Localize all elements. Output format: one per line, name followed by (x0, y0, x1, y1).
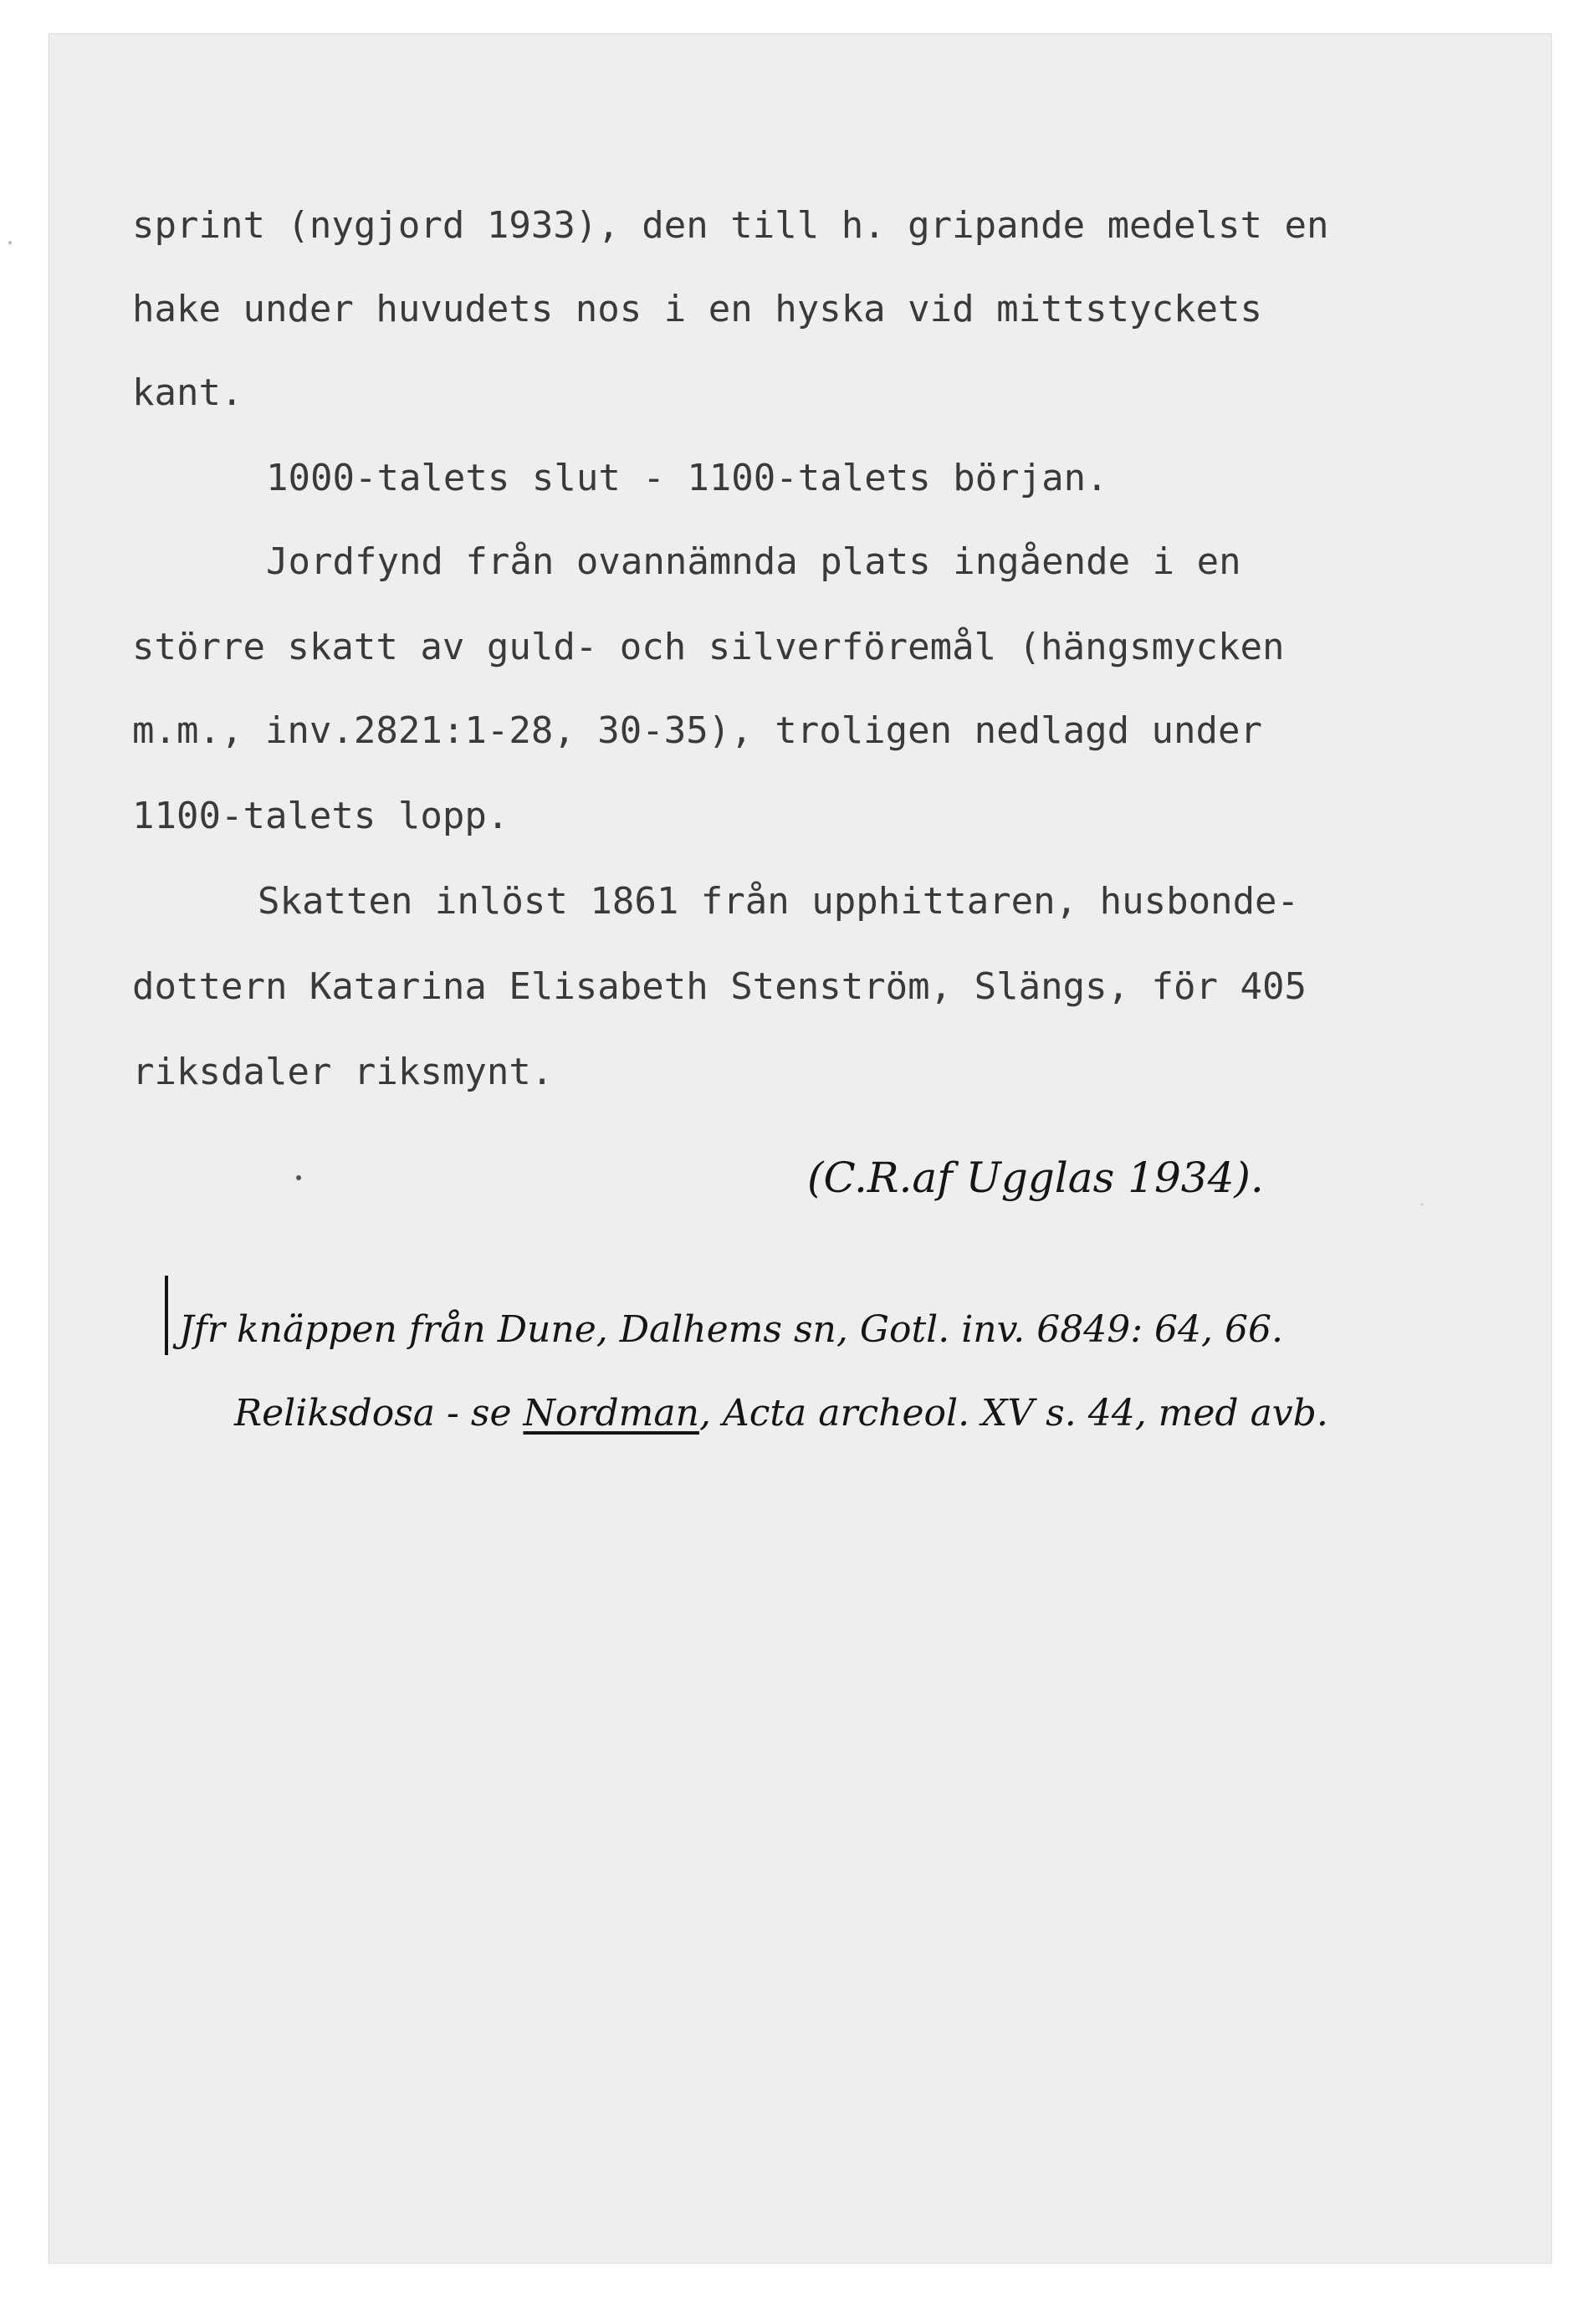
typed-line-9: Skatten inlöst 1861 från upphittaren, husbonde- (258, 880, 1300, 923)
typed-line-8: 1100-talets lopp. (132, 795, 509, 837)
handwritten-signature: (C.R.af Ugglas 1934). (807, 1154, 1264, 1202)
note-author-name: Nordman (523, 1392, 699, 1435)
typed-line-2: hake under huvudets nos i en hyska vid mittstyckets (132, 288, 1263, 330)
note-line-2-suffix: , Acta archeol. XV s. 44, med avb. (698, 1392, 1328, 1435)
typed-line-3: kant. (132, 371, 243, 414)
typed-line-10: dottern Katarina Elisabeth Stenström, Slängs, för 405 (132, 965, 1307, 1008)
typed-line-7: m.m., inv.2821:1-28, 30-35), troligen nedlagd under (132, 709, 1263, 752)
typed-line-1: sprint (nygjord 1933), den till h. gripande medelst en (132, 204, 1329, 247)
typed-line-5: Jordfynd från ovannämnda plats ingående i en (266, 540, 1241, 583)
handwritten-note-line-1: Jfr knäppen från Dune, Dalhems sn, Gotl. inv. 6849: 64, 66. (179, 1308, 1283, 1351)
typed-line-6: större skatt av guld- och silverföremål (hängsmycken (132, 626, 1285, 668)
typed-line-11: riksdaler riksmynt. (132, 1051, 554, 1093)
note-line-2-prefix: Reliksdosa - se (234, 1392, 524, 1435)
typed-line-4: 1000-talets slut - 1100-talets början. (266, 457, 1108, 499)
